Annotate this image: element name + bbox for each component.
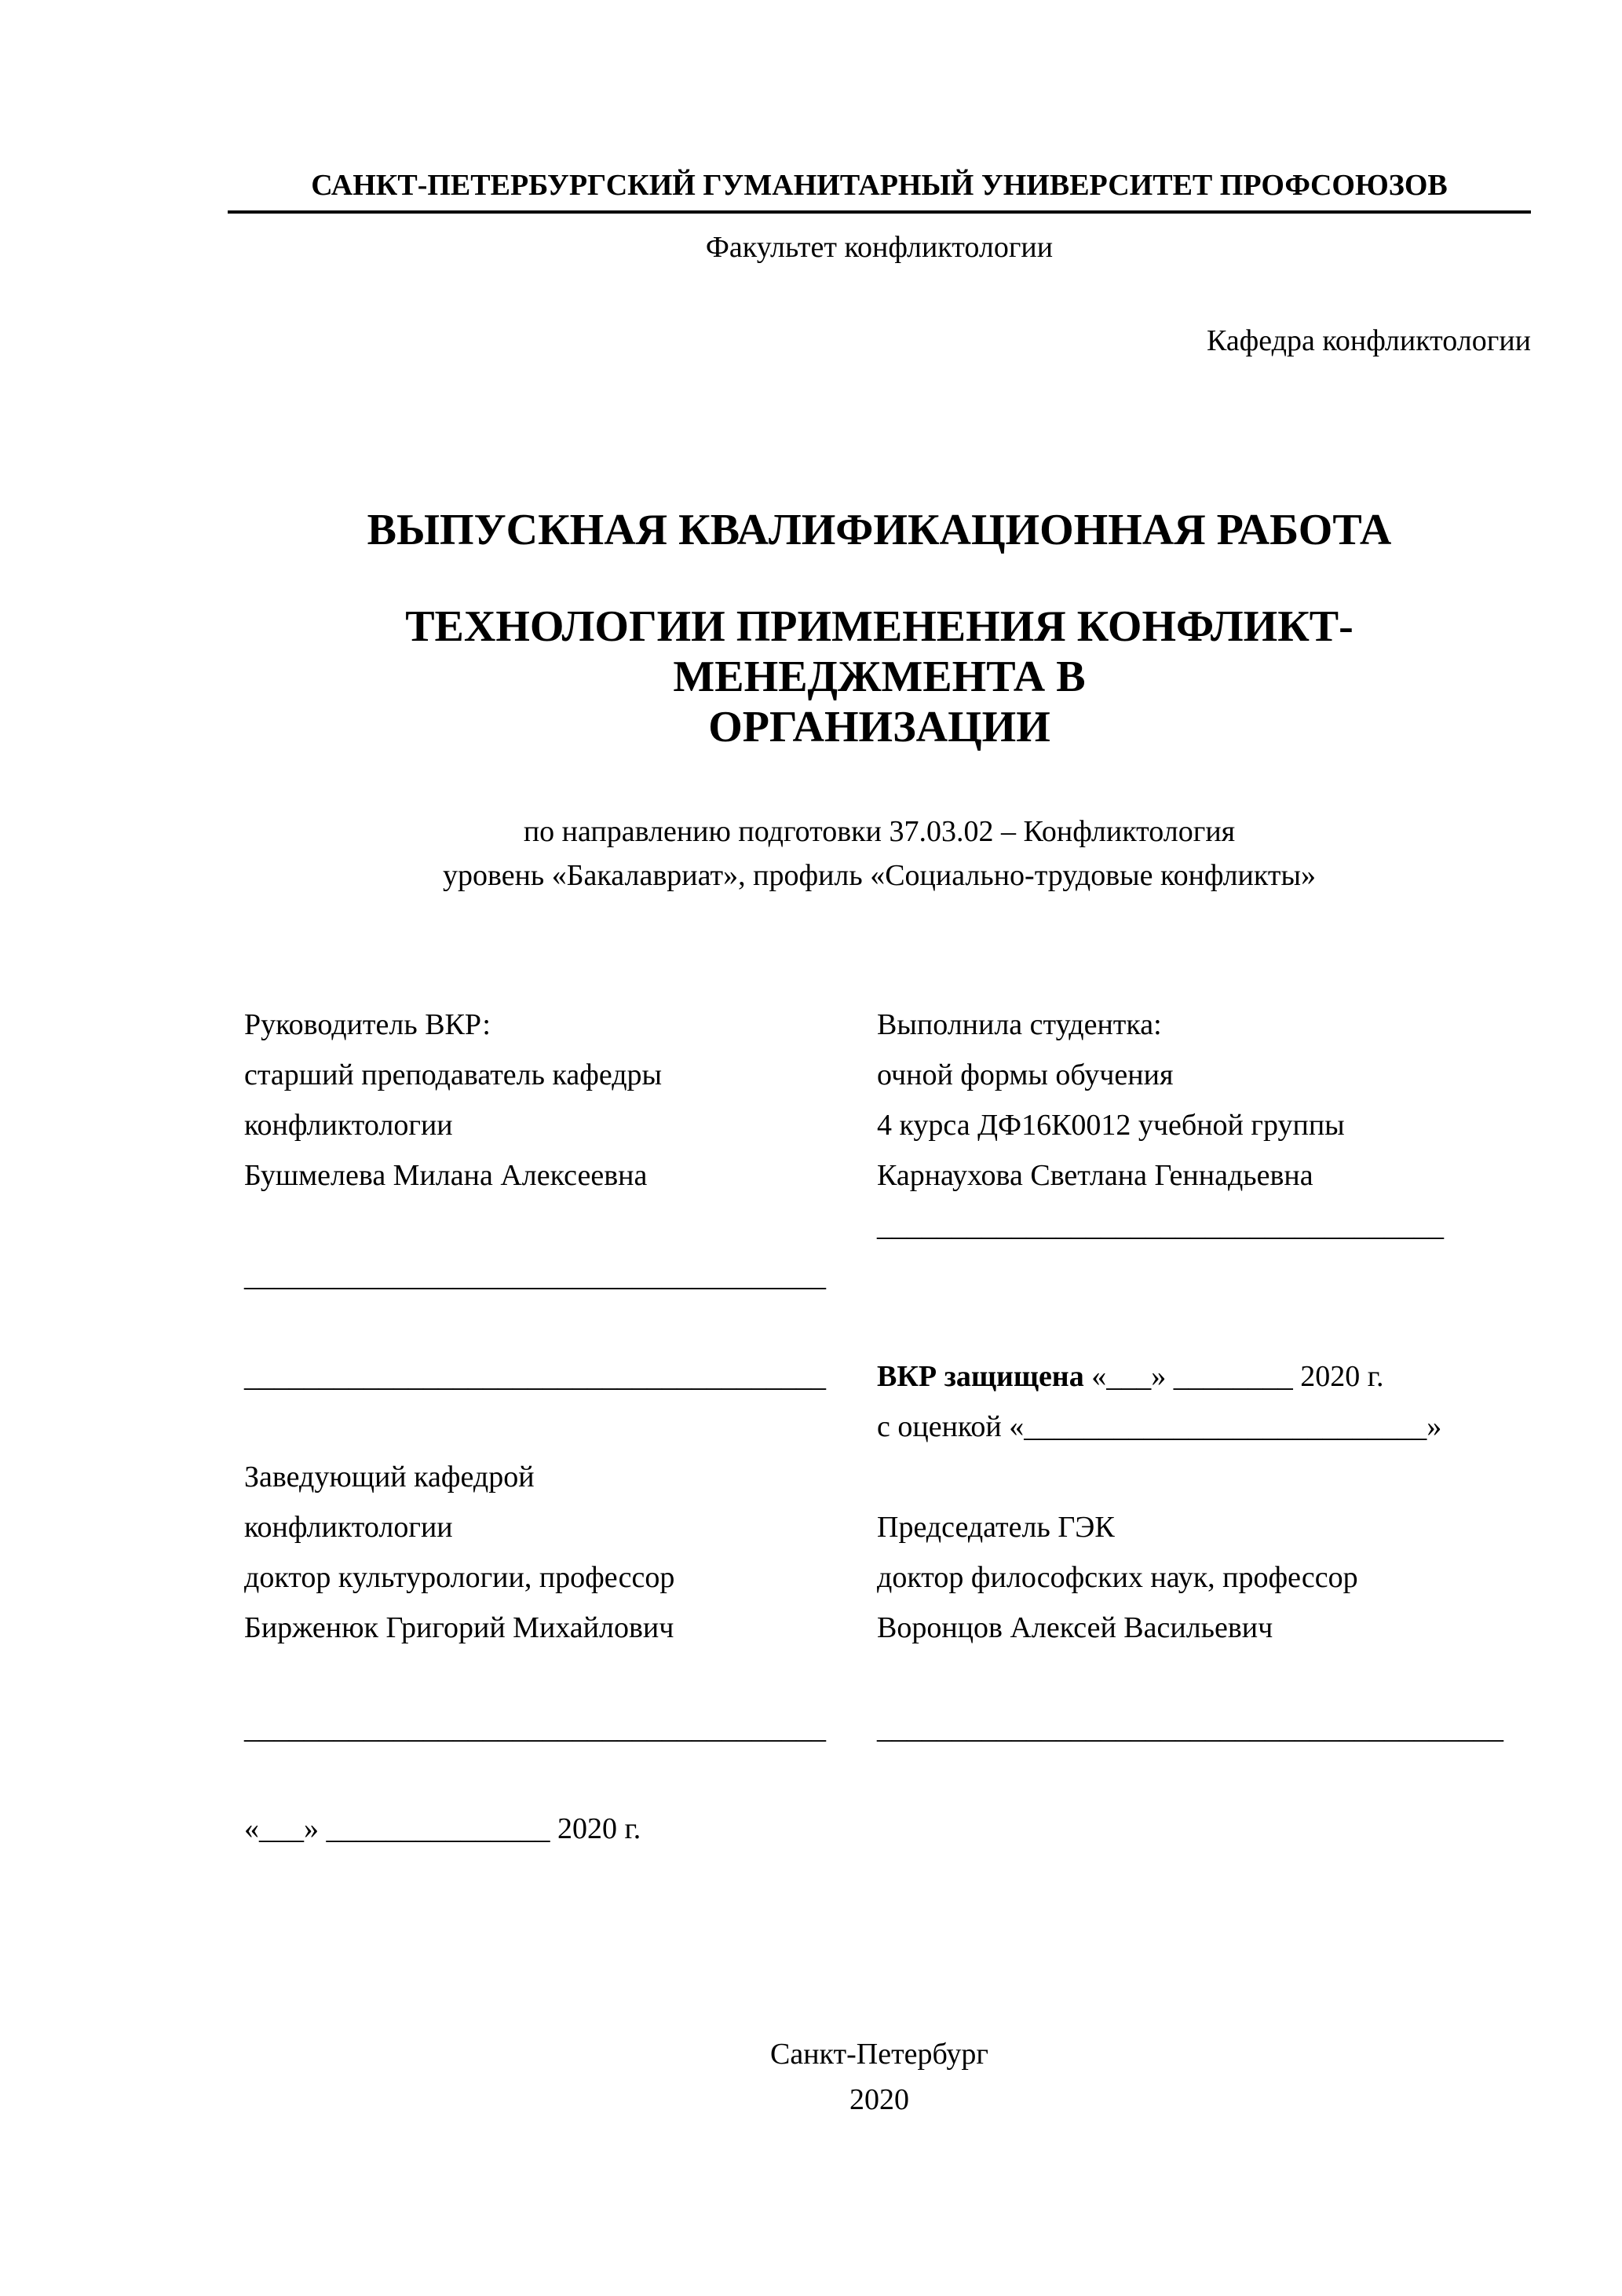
chairman-signature-line: __________________________________________ [877, 1712, 1503, 1745]
spacer-line [244, 1201, 877, 1251]
head-label-line2: конфликтологии [244, 1511, 453, 1544]
study-direction [228, 810, 1531, 898]
faculty-name: Факультет конфликтологии [705, 231, 1054, 264]
left-column [228, 1000, 877, 1854]
head-name: Бирженюк Григорий Михайлович [244, 1611, 674, 1644]
student-name: Карнаухова Светлана Геннадьевна [877, 1159, 1313, 1192]
spacer-line [877, 1653, 1531, 1703]
city-name: Санкт-Петербург [769, 2038, 989, 2071]
direction-line: по направлению подготовки 37.03.02 – Конфликтология [523, 815, 1236, 848]
supervisor-position-line1: старший преподаватель кафедры [244, 1058, 663, 1091]
supervisor-label: Руководитель ВКР: [244, 1008, 491, 1041]
footer-block [228, 2031, 1531, 2122]
defended-line [877, 1351, 1531, 1402]
level-profile-line: уровень «Бакалавриат», профиль «Социально-трудовые конфликты» [442, 859, 1316, 892]
spacer-line [877, 1251, 1531, 1301]
chairman-position: доктор философских наук, профессор [877, 1561, 1358, 1594]
supervisor-name: Бушмелева Милана Алексеевна [244, 1159, 648, 1192]
work-type-heading: ВЫПУСКНАЯ КВАЛИФИКАЦИОННАЯ РАБОТА [367, 506, 1392, 554]
spacer-line [877, 1301, 1531, 1351]
year: 2020 [849, 2083, 909, 2116]
page-content [228, 166, 1531, 2122]
supervisor-signature-line-2: _______________________________________ [244, 1360, 826, 1393]
head-signature-line: _______________________________________ [244, 1712, 826, 1745]
supervisor-signature-line: _______________________________________ [244, 1260, 826, 1292]
spacer-line [877, 1804, 1531, 1854]
spacer-line [244, 1402, 877, 1452]
head-position: доктор культурологии, профессор [244, 1561, 675, 1594]
spacer-line [877, 1753, 1531, 1804]
chairman-name: Воронцов Алексей Васильевич [877, 1611, 1273, 1644]
student-form: очной формы обучения [877, 1058, 1174, 1091]
chairman-label: Председатель ГЭК [877, 1511, 1115, 1544]
date-blank-line: «___» _______________ 2020 г. [244, 1812, 641, 1845]
spacer-line [244, 1753, 877, 1804]
spacer-line [244, 1301, 877, 1351]
spacer-line [244, 1653, 877, 1703]
thesis-title-line2: ОРГАНИЗАЦИИ [708, 703, 1050, 751]
supervisor-position-line2: конфликтологии [244, 1109, 453, 1142]
defended-date-blank: «___» ________ 2020 г. [1083, 1360, 1384, 1393]
spacer-line [877, 1452, 1531, 1502]
defended-label: ВКР защищена [877, 1360, 1084, 1393]
thesis-title-line1: ТЕХНОЛОГИИ ПРИМЕНЕНИЯ КОНФЛИКТ-МЕНЕДЖМЕНТА В [405, 602, 1353, 701]
student-signature-line: ______________________________________ [877, 1209, 1444, 1242]
department-name: Кафедра конфликтологии [1206, 324, 1531, 357]
student-group: 4 курса ДФ16К0012 учебной группы [877, 1109, 1345, 1142]
head-label-line1: Заведующий кафедрой [244, 1461, 535, 1493]
university-name: САНКТ-ПЕТЕРБУРГСКИЙ ГУМАНИТАРНЫЙ УНИВЕРСИТЕТ ПРОФСОЮЗОВ [228, 166, 1531, 214]
right-column [877, 1000, 1531, 1854]
signature-columns [228, 1000, 1531, 1854]
grade-blank-line: с оценкой «___________________________» [877, 1410, 1442, 1443]
thesis-title [228, 601, 1531, 752]
student-label: Выполнила студентка: [877, 1008, 1162, 1041]
